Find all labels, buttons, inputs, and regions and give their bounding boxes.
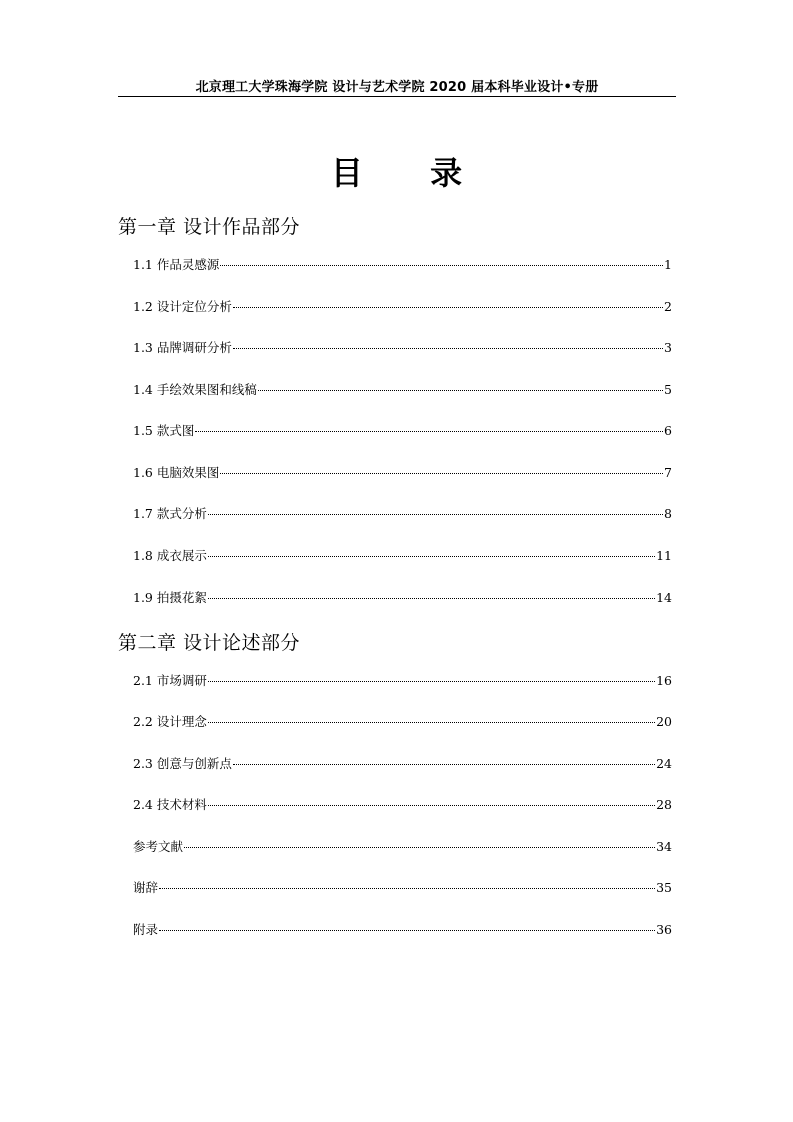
toc-entry[interactable] <box>133 548 672 564</box>
toc-entry-page: 14 <box>656 590 672 605</box>
toc-entry-page: 35 <box>656 880 672 895</box>
toc-entry-label: 参考文献 <box>133 839 184 854</box>
toc-entry-label: 1.1 作品灵感源 <box>133 257 220 272</box>
toc-entry-label: 谢辞 <box>133 880 159 895</box>
dot-leader <box>208 556 655 557</box>
toc-entry-label: 2.2 设计理念 <box>133 714 207 729</box>
dot-leader <box>258 390 663 391</box>
dot-leader <box>233 307 663 308</box>
toc-entry-page: 2 <box>664 299 672 314</box>
toc-entry-page: 36 <box>656 922 672 937</box>
toc-entry-page: 28 <box>656 797 672 812</box>
toc-entry[interactable] <box>133 714 672 730</box>
dot-leader <box>159 888 655 889</box>
toc-entry[interactable] <box>133 423 672 439</box>
toc-entry[interactable] <box>133 465 672 481</box>
dot-leader <box>184 847 655 848</box>
toc-entry-label: 1.6 电脑效果图 <box>133 465 220 480</box>
chapter-heading-1: 第一章 设计作品部分 <box>118 216 301 238</box>
toc-entry-label: 1.3 品牌调研分析 <box>133 340 232 355</box>
dot-leader <box>208 722 655 723</box>
toc-entry[interactable] <box>133 340 672 356</box>
dot-leader <box>208 805 655 806</box>
toc-entry-label: 1.5 款式图 <box>133 423 195 438</box>
toc-entry-label: 2.4 技术材料 <box>133 797 207 812</box>
toc-entry-label: 1.4 手绘效果图和线稿 <box>133 382 257 397</box>
dot-leader <box>220 265 663 266</box>
dot-leader <box>208 681 655 682</box>
dot-leader <box>233 348 663 349</box>
dot-leader <box>233 764 655 765</box>
dot-leader <box>159 930 655 931</box>
toc-entry-page: 16 <box>656 673 672 688</box>
toc-entry[interactable] <box>133 590 672 606</box>
toc-entry-page: 11 <box>656 548 672 563</box>
dot-leader <box>208 514 663 515</box>
dot-leader <box>220 473 663 474</box>
header-rule <box>118 96 676 97</box>
toc-entry[interactable] <box>133 506 672 522</box>
toc-entry[interactable] <box>133 257 672 273</box>
toc-entry-page: 3 <box>664 340 672 355</box>
chapter-heading-2: 第二章 设计论述部分 <box>118 632 301 654</box>
toc-entry-label: 1.2 设计定位分析 <box>133 299 232 314</box>
toc-entry-page: 24 <box>656 756 672 771</box>
toc-entry[interactable] <box>133 299 672 315</box>
dot-leader <box>208 598 655 599</box>
toc-entry[interactable] <box>133 756 672 772</box>
toc-entry-page: 1 <box>664 257 672 272</box>
toc-entry-label: 附录 <box>133 922 159 937</box>
toc-entry-label: 2.3 创意与创新点 <box>133 756 232 771</box>
running-header: 北京理工大学珠海学院 设计与艺术学院 2020 届本科毕业设计•专册 <box>195 80 599 95</box>
toc-entry-page: 5 <box>664 382 672 397</box>
toc-entry[interactable] <box>133 673 672 689</box>
toc-entry-label: 1.8 成衣展示 <box>133 548 207 563</box>
toc-entry-label: 1.9 拍摄花絮 <box>133 590 207 605</box>
toc-entry-page: 20 <box>656 714 672 729</box>
page-title: 目 录 <box>330 154 491 192</box>
toc-entry-page: 34 <box>656 839 672 854</box>
toc-entry[interactable] <box>133 922 672 938</box>
toc-entry-label: 2.1 市场调研 <box>133 673 207 688</box>
toc-entry[interactable] <box>133 880 672 896</box>
toc-entry-page: 6 <box>664 423 672 438</box>
toc-entry[interactable] <box>133 382 672 398</box>
toc-entry[interactable] <box>133 839 672 855</box>
toc-entry-page: 8 <box>664 506 672 521</box>
toc-entry-label: 1.7 款式分析 <box>133 506 207 521</box>
toc-entry[interactable] <box>133 797 672 813</box>
toc-entry-page: 7 <box>664 465 672 480</box>
dot-leader <box>195 431 663 432</box>
